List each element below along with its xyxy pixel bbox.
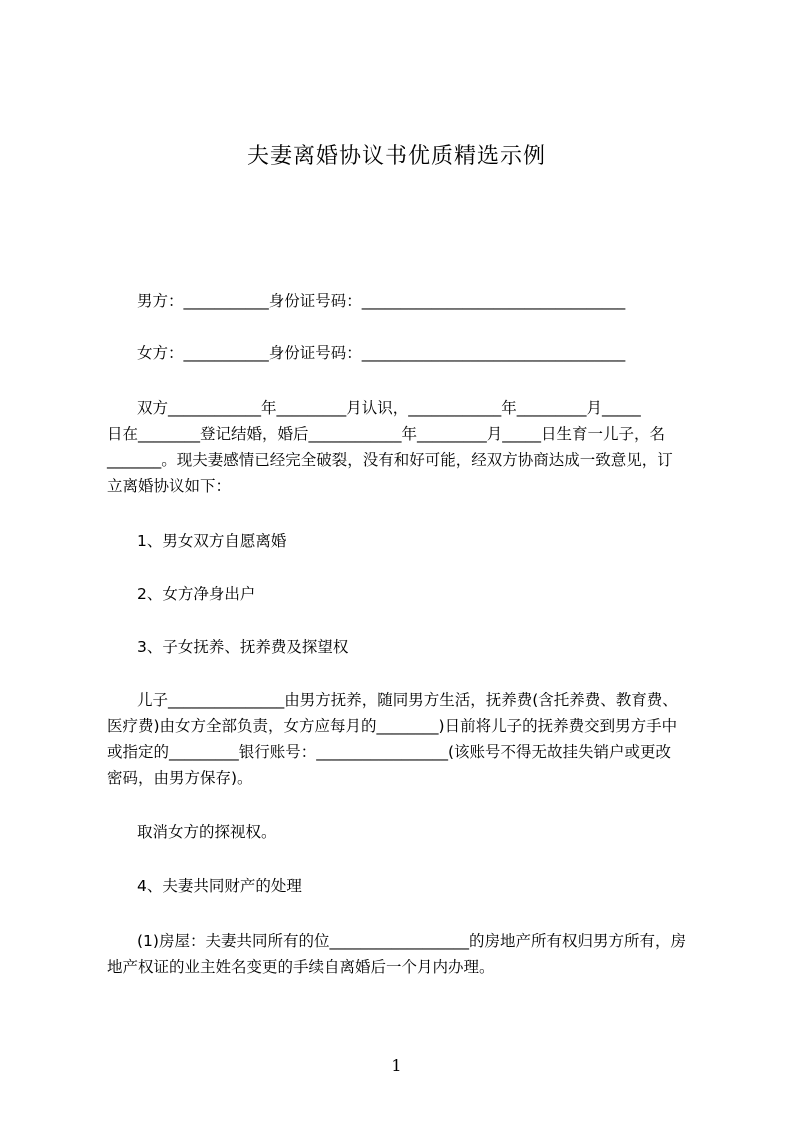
custody-line: 儿子_______________由男方抚养，随同男方生活，抚养费(含托养费、教育费、 (137, 691, 678, 709)
house-line: 地产权证的业主姓名变更的手续自离婚后一个月内办理。 (107, 958, 495, 976)
custody-line: 密码，由男方保存)。 (107, 769, 253, 787)
intro-line: 立离婚协议如下： (107, 477, 232, 495)
house-paragraph (107, 928, 703, 980)
clause-2: 2、女方净身出户 (137, 585, 256, 603)
page-number: 1 (391, 1056, 402, 1075)
clause-4: 4、夫妻共同财产的处理 (137, 877, 302, 895)
custody-paragraph (107, 687, 703, 791)
intro-line: 双方____________年_________月认识，____________年_________月_____ (137, 399, 641, 417)
clause-1: 1、男女双方自愿离婚 (137, 532, 287, 550)
intro-line: 日在________登记结婚，婚后____________年_________月_____日生育一儿子，名 (107, 425, 666, 443)
visitation-clause: 取消女方的探视权。 (137, 823, 277, 841)
intro-paragraph (107, 395, 703, 499)
custody-line: 或指定的_________银行账号：_________________(该账号不得无故挂失销户或更改 (107, 743, 672, 761)
custody-line: 医疗费)由女方全部负责，女方应每月的________)日前将儿子的抚养费交到男方手中 (107, 717, 678, 735)
clause-3: 3、子女抚养、抚养费及探望权 (137, 638, 349, 656)
house-line: (1)房屋：夫妻共同所有的位__________________的房地产所有权归男方所有，房 (137, 932, 686, 950)
woman-info-line: 女方：___________身份证号码：__________________________________ (137, 344, 626, 362)
document-title: 夫妻离婚协议书优质精选示例 (246, 144, 546, 169)
intro-line: _______。现夫妻感情已经完全破裂，没有和好可能，经双方协商达成一致意见，订 (107, 451, 673, 469)
man-info-line: 男方：___________身份证号码：__________________________________ (137, 292, 626, 310)
